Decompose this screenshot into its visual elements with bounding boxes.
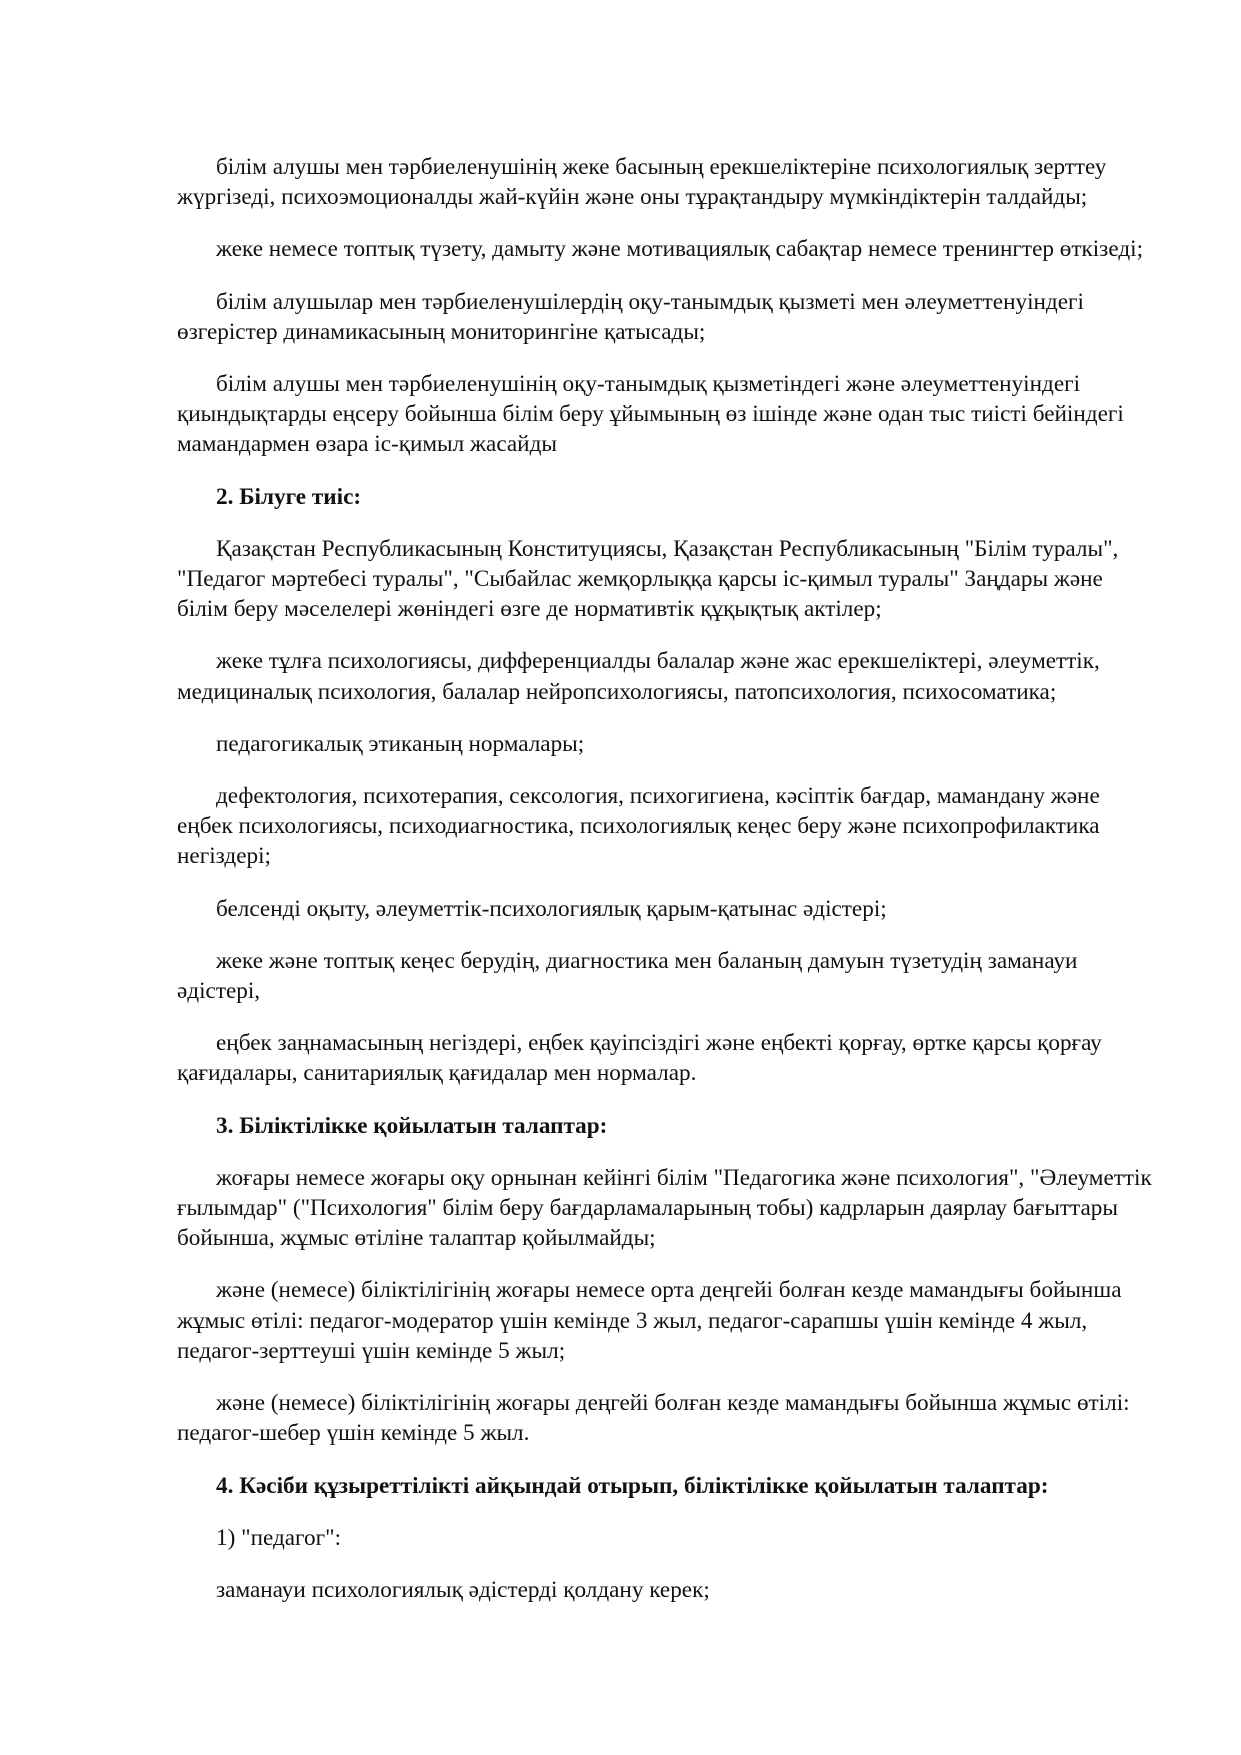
paragraph: заманауи психологиялық әдістерді қолдану керек;	[216, 1576, 710, 1603]
paragraph: білім алушы мен тәрбиеленушінің жеке басының ерекшеліктеріне психологиялық зерттеу жүргізеді, психоэмоционалды жай-күйін және оны тұрақтандыру мүмкіндіктерін талдайды;	[177, 154, 1107, 211]
paragraph: және (немесе) біліктілігінің жоғары деңгейі болған кезде мамандығы бойынша жұмыс өтілі: педагог-шебер үшін кемінде 5 жыл.	[177, 1390, 1130, 1447]
paragraph: жеке және топтық кеңес берудің, диагностика мен баланың дамуын түзетудің заманауи әдістері,	[177, 947, 1078, 1005]
section-heading: 3. Біліктілікке қойылатын талаптар:	[216, 1112, 608, 1139]
paragraph: Қазақстан Республикасының Конституциясы, Қазақстан Республикасының "Білім туралы", "Педагог мәртебесі туралы", "Сыбайлас жемқорлыққа қарсы іс-қимыл туралы" Заңдары және білім беру мәселелері жөніндегі өзге де нормативтік құқықтық актілер;	[177, 535, 1119, 623]
section-heading: 4. Кәсіби құзыреттілікті айқындай отырып, біліктілікке қойылатын талаптар:	[216, 1472, 1049, 1499]
paragraph: жоғары немесе жоғары оқу орнынан кейінгі білім "Педагогика және психология", "Әлеуметтік ғылымдар" ("Психология" білім беру бағдарламаларының тобы) кадрларын даярлау бағыттары бойынша, жұмыс өтіліне талаптар қойылмайды;	[177, 1164, 1152, 1252]
paragraph: жеке тұлға психологиясы, дифференциалды балалар және жас ерекшеліктері, әлеуметтік, медициналық психология, балалар нейропсихологиясы, патопсихология, психосоматика;	[177, 648, 1100, 705]
document-body	[177, 152, 1159, 1627]
section-heading: 2. Білуге тиіс:	[216, 483, 362, 510]
paragraph: және (немесе) біліктілігінің жоғары немесе орта деңгейі болған кезде мамандығы бойынша жұмыс өтілі: педагог-модератор үшін кемінде 3 жыл, педагог-сарапшы үшін кемінде 4 жыл, педагог-зерттеуші үшін кемінде 5 жыл;	[177, 1277, 1122, 1364]
paragraph: еңбек заңнамасының негіздері, еңбек қауіпсіздігі және еңбекті қорғау, өртке қарсы қорғау қағидалары, санитариялық қағидалар мен нормалар.	[177, 1030, 1102, 1087]
paragraph: дефектология, психотерапия, сексология, психогигиена, кәсіптік бағдар, мамандану және еңбек психологиясы, психодиагностика, психологиялық кеңес беру және психопрофилактика негіздері;	[177, 783, 1100, 870]
paragraph: 1) "педагог":	[216, 1524, 342, 1551]
paragraph: білім алушы мен тәрбиеленушінің оқу-танымдық қызметіндегі және әлеуметтенуіндегі қиындықтарды еңсеру бойынша білім беру ұйымының өз ішінде және одан тыс тиісті бейіндегі мамандармен өзара іс-қимыл жасайды	[177, 371, 1124, 458]
paragraph: жеке немесе топтық түзету, дамыту және мотивациялық сабақтар немесе тренингтер өткізеді;	[216, 236, 1144, 263]
paragraph: педагогикалық этиканың нормалары;	[216, 730, 585, 757]
paragraph: білім алушылар мен тәрбиеленушілердің оқу-танымдық қызметі мен әлеуметтенуіндегі өзгерістер динамикасының мониторингіне қатысады;	[177, 288, 1084, 345]
paragraph: белсенді оқыту, әлеуметтік-психологиялық қарым-қатынас әдістері;	[216, 895, 887, 922]
